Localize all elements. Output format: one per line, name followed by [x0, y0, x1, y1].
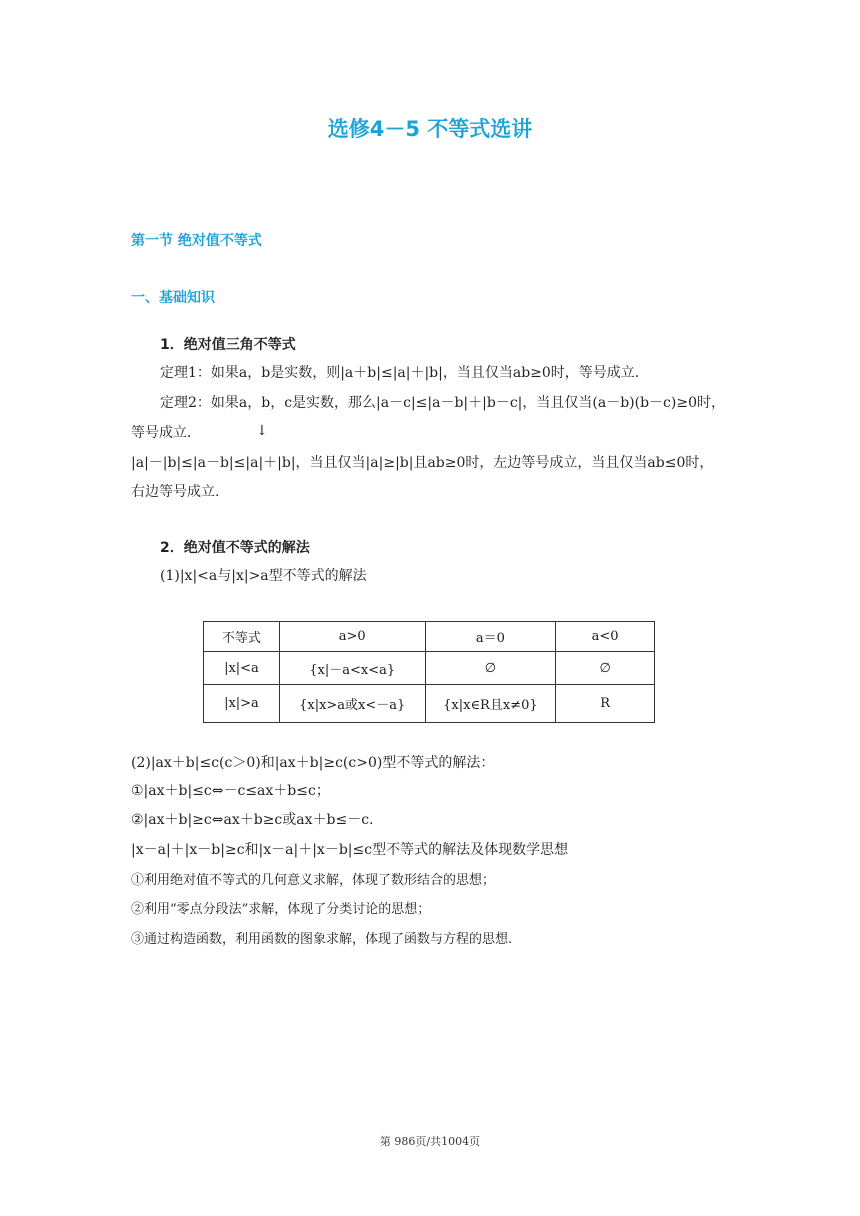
table-cell: ∅	[556, 652, 655, 685]
sub2-case-b: ②|ax＋b|≥c⇔ax＋b≥c或ax＋b≤－c.	[131, 812, 374, 828]
page-title: 选修4－5 不等式选讲	[327, 117, 533, 141]
theorem-1: 定理1：如果a，b是实数，则|a＋b|≤|a|＋|b|，当且仅当ab≥0时，等号成立．	[160, 365, 649, 381]
part-title: 一、基础知识	[131, 290, 215, 306]
table-row	[204, 652, 655, 685]
table-header-cell: a>0	[279, 622, 425, 652]
theorem-2-line1: 定理2：如果a，b，c是实数，那么|a－c|≤|a－b|＋|b－c|，当且仅当(a－b)(b－c)≥0时，	[160, 395, 725, 411]
table-cell: |x|>a	[204, 685, 280, 723]
solution-table	[203, 621, 655, 723]
table-cell: {x|x>a或x<－a}	[279, 685, 425, 723]
table-header-cell: 不等式	[204, 622, 280, 652]
sub2-heading: (2)|ax＋b|≤c(c＞0)和|ax＋b|≥c(c>0)型不等式的解法：	[131, 755, 495, 771]
item1-heading: 1．绝对值三角不等式	[160, 337, 296, 353]
table-header-row	[204, 622, 655, 652]
method-item: ③通过构造函数，利用函数的图象求解，体现了函数与方程的思想.	[131, 932, 513, 947]
table-header-cell: a<0	[556, 622, 655, 652]
table-cell: ∅	[425, 652, 556, 685]
sub3-heading: |x－a|＋|x－b|≥c和|x－a|＋|x－b|≤c型不等式的解法及体现数学思想	[131, 842, 569, 858]
section-title: 第一节 绝对值不等式	[131, 233, 262, 249]
table-cell: {x|x∈R且x≠0}	[425, 685, 556, 723]
corollary-line2: 右边等号成立.	[131, 484, 220, 500]
page-footer: 第 986页/共1004页	[379, 1135, 481, 1148]
table-cell: {x|－a<x<a}	[279, 652, 425, 685]
theorem-2-line2: 等号成立．	[131, 425, 201, 441]
item2-heading: 2．绝对值不等式的解法	[160, 540, 310, 556]
table-cell: R	[556, 685, 655, 723]
table-row	[204, 685, 655, 723]
corollary-line1: |a|－|b|≤|a－b|≤|a|＋|b|，当且仅当|a|≥|b|且ab≥0时，左边等号成立，当且仅当ab≤0时，	[131, 455, 714, 471]
table-cell: |x|<a	[204, 652, 280, 685]
table-header-cell: a＝0	[425, 622, 556, 652]
method-item: ②利用“零点分段法”求解，体现了分类讨论的思想；	[131, 902, 431, 917]
method-item: ①利用绝对值不等式的几何意义求解，体现了数形结合的思想；	[131, 873, 496, 888]
sub1-heading: (1)|x|<a与|x|>a型不等式的解法	[160, 568, 367, 584]
down-arrow-icon: ↓	[256, 423, 268, 439]
sub2-case-a: ①|ax＋b|≤c⇔－c≤ax＋b≤c；	[131, 783, 330, 799]
